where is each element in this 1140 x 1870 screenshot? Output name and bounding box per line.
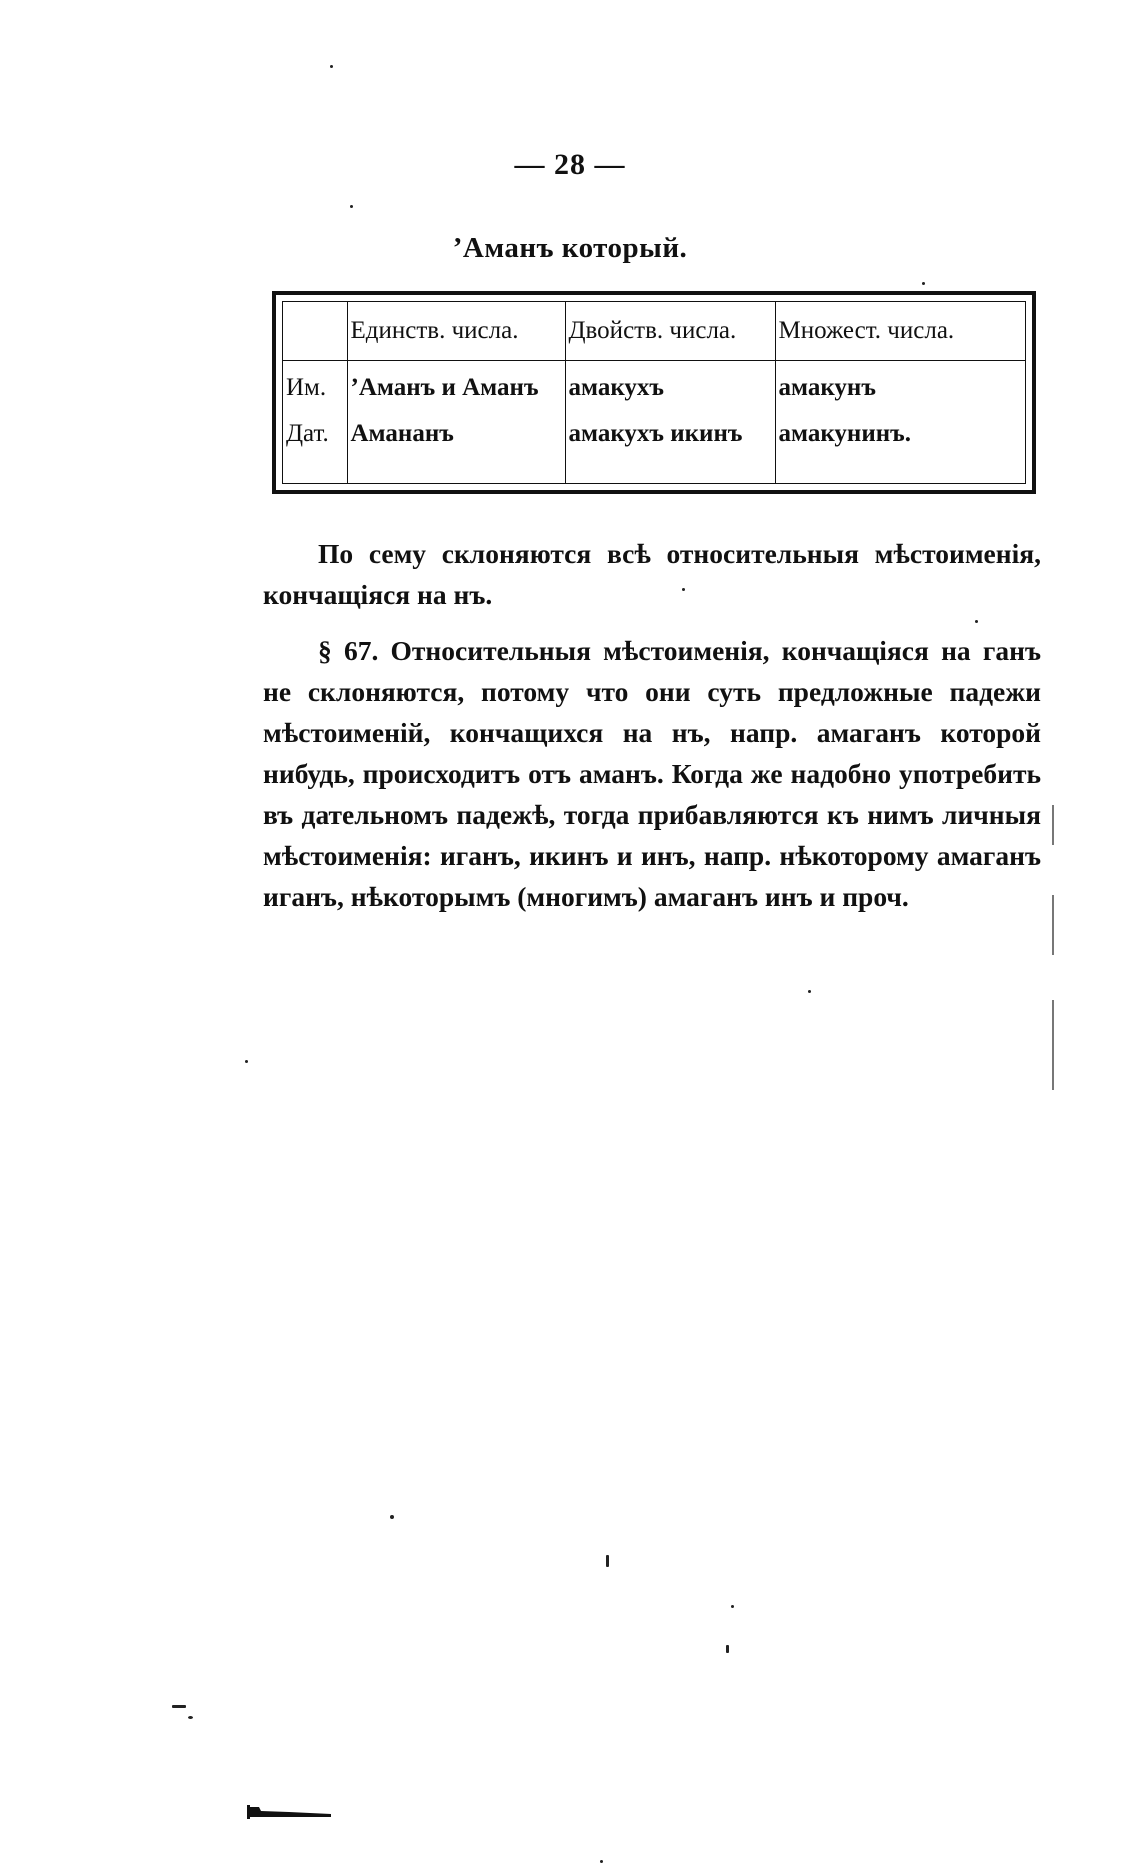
paragraph-text: § 67. Относительныя мѣстоименія, кончащіяся на ганъ не склоняются, потому что они суть предложные падежи мѣстоименій, кончащихся на нъ, напр. амаганъ которой нибудь, происходитъ отъ аманъ. Когда же надобно употребить въ дательномъ падежѣ, тогда прибавляются къ нимъ личныя мѣстоименія: иганъ, икинъ и инъ, напр. нѣкоторому амаганъ иганъ, нѣкоторымъ (многимъ) амаганъ инъ и проч.: [263, 635, 1041, 912]
plural-nominative: амакунъ: [778, 374, 876, 401]
singular-dative: Амананъ: [350, 420, 454, 447]
page-number: — 28 —: [514, 148, 626, 181]
header-case: [283, 302, 347, 361]
scan-speck: [808, 990, 811, 993]
table-row: [283, 361, 1025, 484]
scan-speck: [188, 1716, 193, 1719]
paragraph-declension-note: [263, 533, 1041, 615]
scan-speck: [922, 282, 925, 285]
paragraph-section-67: [263, 630, 1041, 917]
scan-speck: [606, 1555, 609, 1567]
table-title: ’Аманъ который.: [452, 232, 688, 264]
scan-speck: [682, 588, 685, 591]
scan-speck: [390, 1515, 394, 1519]
table-header-row: [283, 302, 1025, 361]
table-cell-case: [283, 361, 347, 484]
declension-table-frame: [272, 291, 1036, 494]
scan-speck: [330, 65, 333, 68]
case-nominative: Им.: [286, 374, 327, 401]
scan-blot: [245, 1805, 333, 1819]
table-cell-singular: [347, 361, 565, 484]
declension-table-inner: [282, 301, 1026, 484]
scan-margin-line: [1052, 805, 1054, 845]
scan-speck: [350, 205, 353, 208]
plural-dative: амакунинъ.: [778, 420, 911, 447]
declension-table: [283, 302, 1025, 483]
scan-margin-line: [1052, 895, 1054, 955]
dual-dative: амакуxъ икинъ: [568, 420, 743, 447]
scan-speck: [731, 1605, 734, 1608]
dual-nominative: амакуxъ: [568, 374, 664, 401]
table-cell-plural: [775, 361, 1025, 484]
scan-speck: [726, 1645, 729, 1653]
singular-nominative: ’Аманъ и Аманъ: [350, 374, 539, 401]
header-plural: Множест. числа.: [775, 302, 1025, 361]
header-singular: Единств. числа.: [347, 302, 565, 361]
case-dative: Дат.: [286, 420, 329, 447]
scan-speck: [975, 620, 978, 623]
scan-margin-line: [1052, 1000, 1054, 1090]
table-cell-dual: [565, 361, 775, 484]
scan-speck: [172, 1705, 186, 1708]
header-dual: Двойств. числа.: [565, 302, 775, 361]
scan-speck: [245, 1060, 248, 1063]
paragraph-text: По сему склоняются всѣ относительныя мѣстоименія, кончащіяся на нъ.: [263, 538, 1041, 610]
scan-speck: [600, 1860, 603, 1863]
